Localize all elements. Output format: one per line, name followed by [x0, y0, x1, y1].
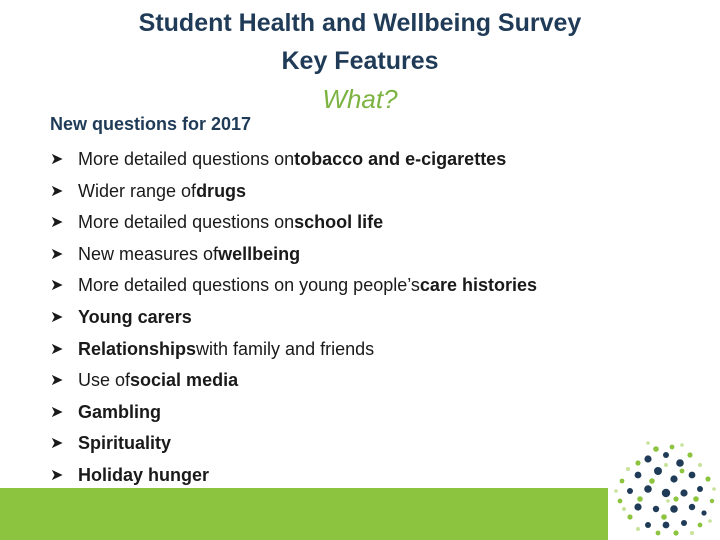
item-text-bold: Relationships — [78, 338, 197, 359]
list-item — [50, 144, 630, 176]
list-item — [50, 207, 630, 239]
list-item — [50, 460, 630, 492]
item-text-pre: More detailed questions on young people’s — [78, 275, 420, 296]
intro-heading: New questions for 2017 — [50, 114, 252, 134]
item-text-bold: drugs — [196, 180, 247, 201]
item-text-pre: Wider range of — [78, 180, 197, 201]
arrow-right-bullet-icon: ➤ — [50, 277, 64, 295]
title-line-1: Student Health and Wellbeing Survey — [138, 9, 582, 37]
item-text-post: with family and friends — [196, 338, 375, 359]
item-text-bold: school life — [294, 212, 384, 233]
list-item — [50, 302, 630, 334]
subtitle: What? — [322, 84, 398, 114]
arrow-right-bullet-icon: ➤ — [50, 214, 64, 232]
item-text-bold: care histories — [419, 275, 537, 296]
item-text-bold: Gambling — [78, 401, 162, 422]
item-text-pre: New measures of — [78, 243, 219, 264]
list-item — [50, 334, 630, 366]
item-text-bold: wellbeing — [218, 243, 301, 264]
arrow-right-bullet-icon: ➤ — [50, 151, 64, 168]
arrow-right-bullet-icon: ➤ — [50, 245, 64, 263]
arrow-right-bullet-icon: ➤ — [50, 340, 64, 358]
list-item — [50, 428, 630, 460]
arrow-right-bullet-icon: ➤ — [50, 435, 64, 453]
item-text-bold: tobacco and e-cigarettes — [294, 149, 507, 169]
item-text-bold: Spirituality — [78, 433, 172, 454]
item-text-bold: Young carers — [78, 306, 192, 327]
list-item — [50, 176, 630, 208]
list-item — [50, 365, 630, 397]
arrow-right-bullet-icon: ➤ — [50, 308, 64, 326]
arrow-right-bullet-icon: ➤ — [50, 372, 64, 390]
title-line-2: Key Features — [281, 47, 439, 75]
item-text-bold: Holiday hunger — [78, 464, 210, 485]
item-text-pre: Use of — [78, 370, 131, 391]
list-item — [50, 239, 630, 271]
arrow-right-bullet-icon: ➤ — [50, 403, 64, 421]
list-item — [50, 270, 630, 302]
item-text-pre: More detailed questions on — [78, 149, 295, 169]
arrow-right-bullet-icon: ➤ — [50, 466, 64, 484]
dot-cluster-logo-graphic — [608, 437, 720, 540]
item-text-pre: More detailed questions on — [78, 212, 295, 233]
item-text-bold: social media — [130, 370, 239, 391]
arrow-right-bullet-icon: ➤ — [50, 182, 64, 200]
dot-cluster-logo — [608, 437, 720, 540]
feature-list — [50, 144, 630, 492]
list-item — [50, 397, 630, 429]
